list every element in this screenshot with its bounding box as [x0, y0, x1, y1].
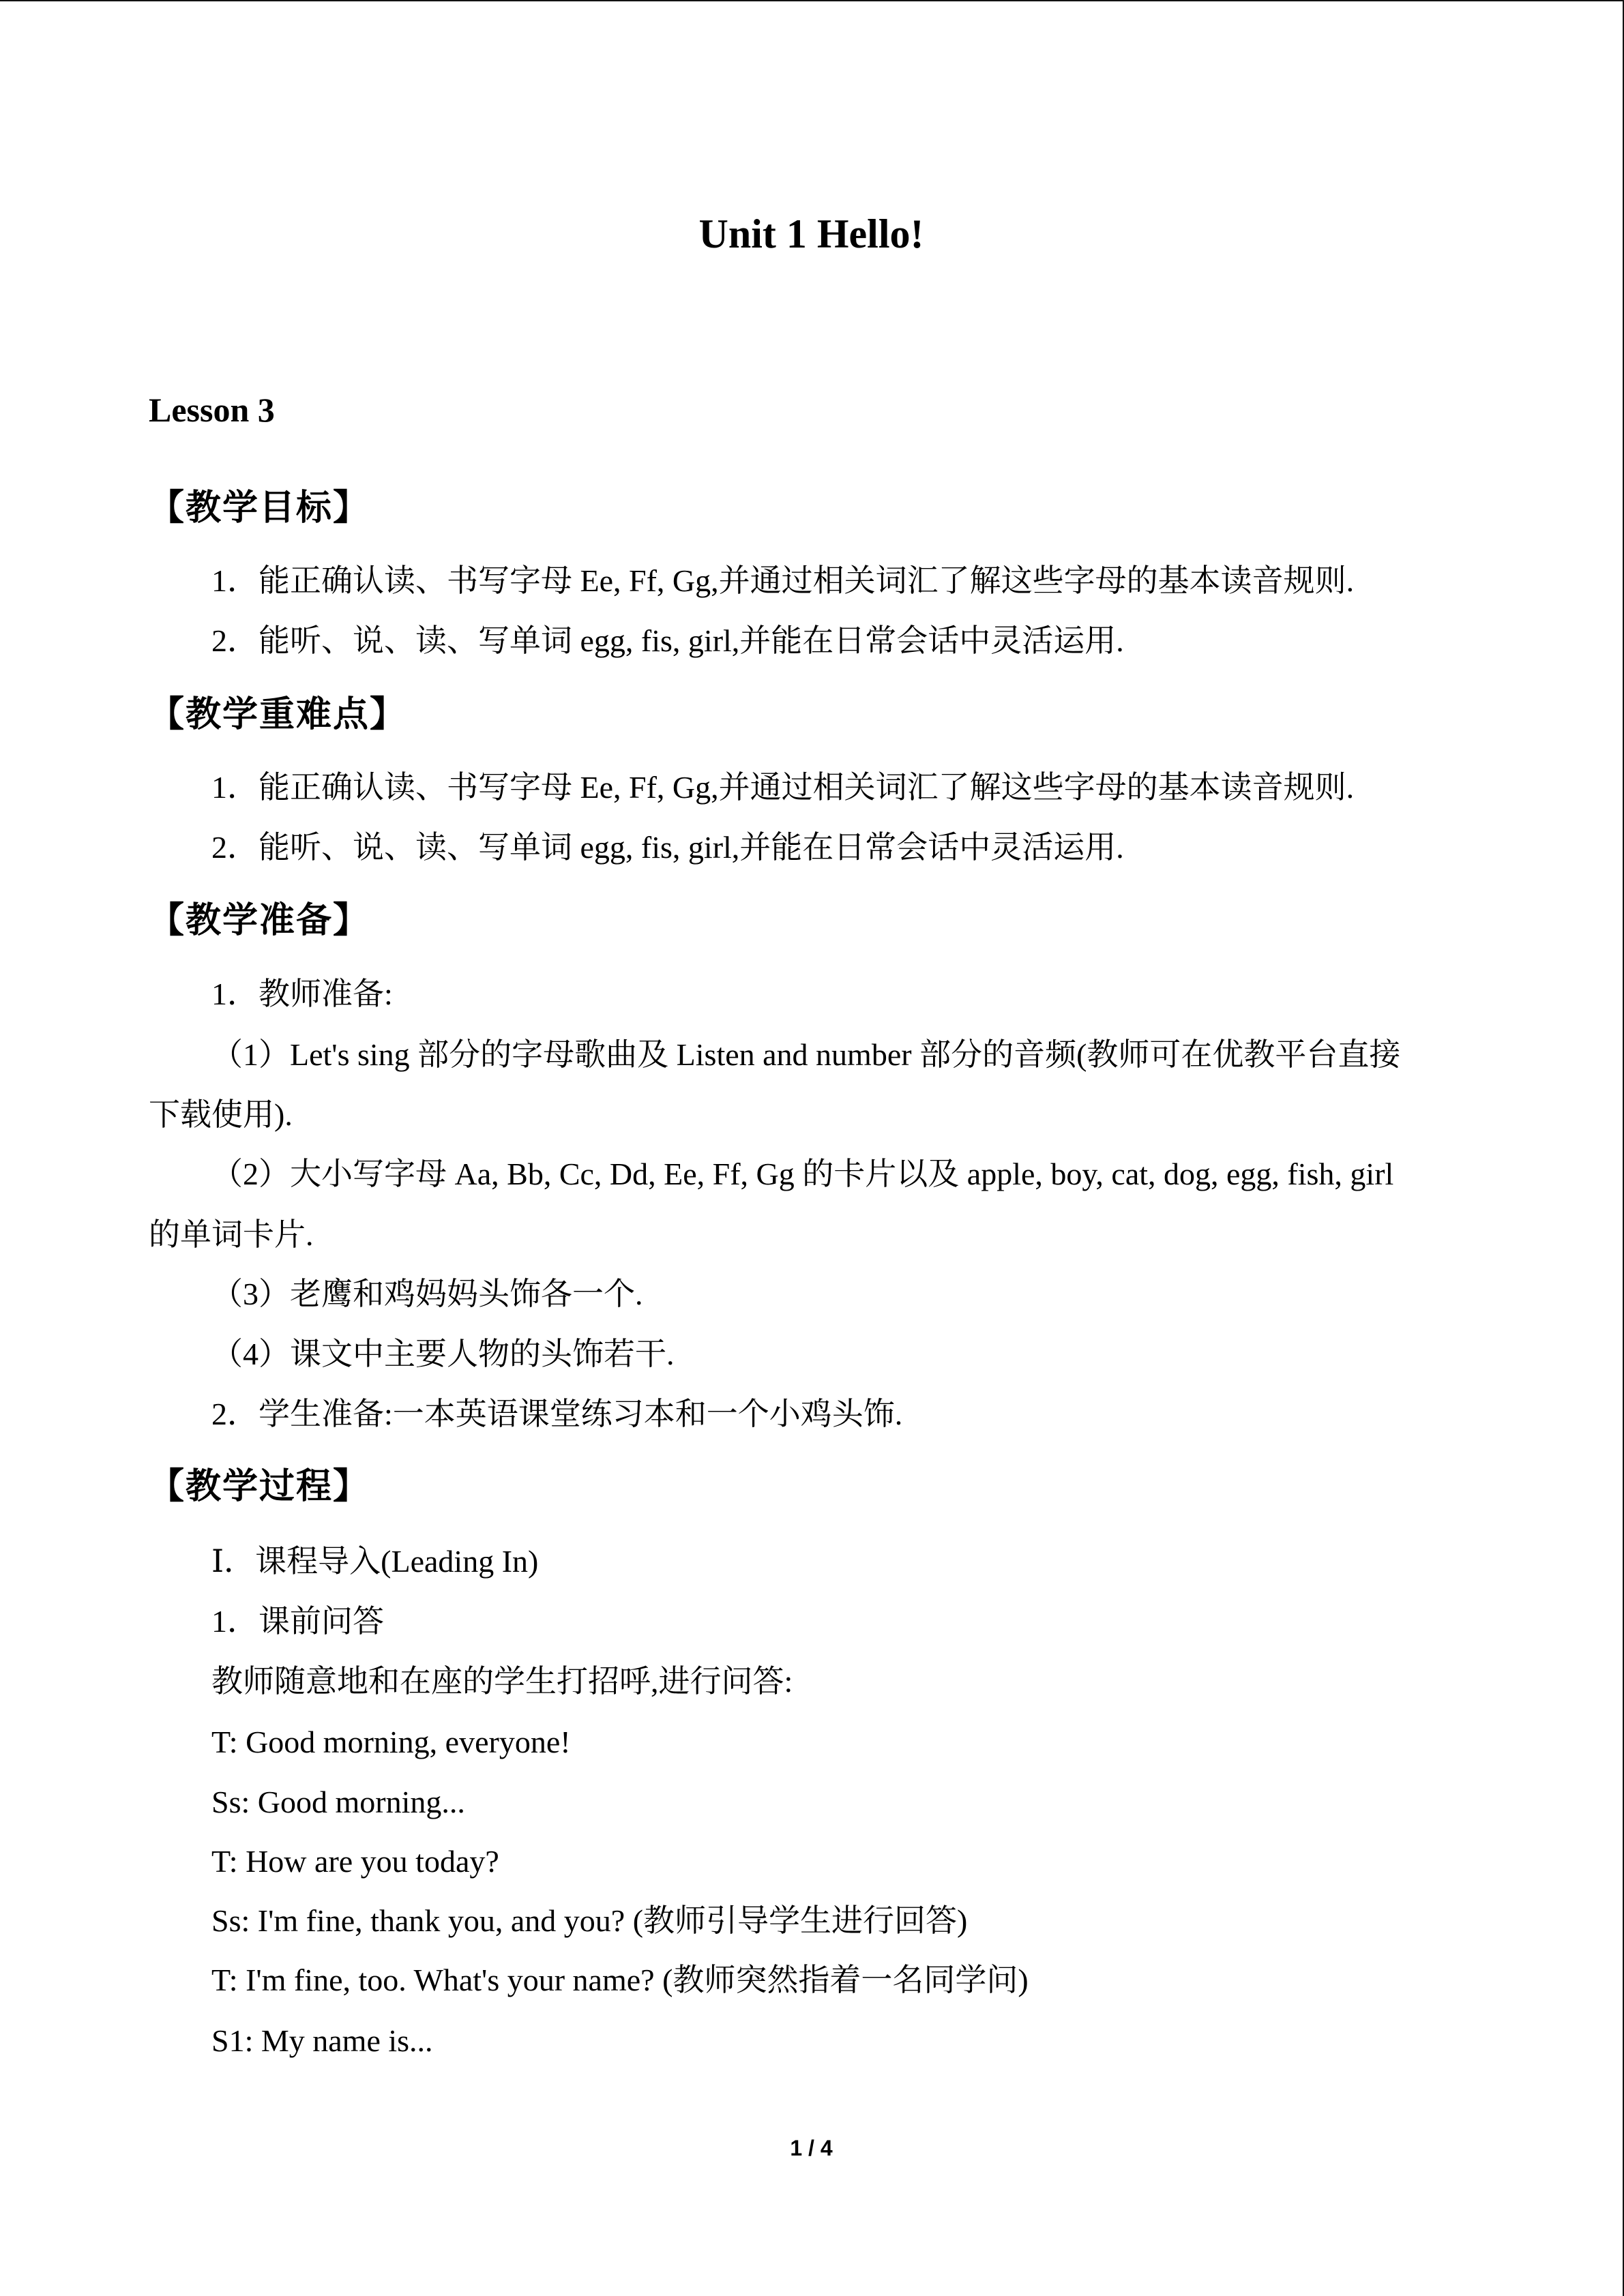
- dialogue-line: Ss: Good morning...: [211, 1785, 465, 1819]
- section-heading-objectives: 【教学目标】: [149, 488, 370, 528]
- preparation-item-1-line-2: 下载使用).: [149, 1097, 293, 1132]
- key-point-item: 1．能正确认读、书写字母 Ee, Ff, Gg,并通过相关词汇了解这些字母的基本读音规则.: [211, 770, 1355, 805]
- preparation-item-4: （4）课文中主要人物的头饰若干.: [211, 1337, 675, 1371]
- dialogue-line: T: I'm fine, too. What's your name? (教师突然指着一名同学问): [211, 1963, 1029, 1997]
- preparation-item-2-line-2: 的单词卡片.: [149, 1217, 314, 1252]
- process-step-title: Ⅰ．课程导入(Leading In): [211, 1544, 539, 1579]
- page-number: 1 / 4: [790, 2136, 833, 2160]
- key-point-item: 2．能听、说、读、写单词 egg, fis, girl,并能在日常会话中灵活运用.: [211, 830, 1124, 865]
- section-heading-process: 【教学过程】: [149, 1466, 370, 1507]
- dialogue-line: T: Good morning, everyone!: [211, 1725, 571, 1759]
- objective-item: 1．能正确认读、书写字母 Ee, Ff, Gg,并通过相关词汇了解这些字母的基本读音规则.: [211, 563, 1355, 598]
- dialogue-line: T: How are you today?: [211, 1844, 499, 1879]
- document-title: Unit 1 Hello!: [698, 211, 924, 256]
- process-intro: 教师随意地和在座的学生打招呼,进行问答:: [211, 1664, 793, 1699]
- process-substep-title: 1．课前问答: [211, 1604, 384, 1639]
- preparation-item-3: （3）老鹰和鸡妈妈头饰各一个.: [211, 1277, 643, 1311]
- lesson-heading: Lesson 3: [149, 391, 275, 429]
- dialogue-line: Ss: I'm fine, thank you, and you? (教师引导学生进行回答): [211, 1903, 968, 1938]
- student-preparation: 2．学生准备:一本英语课堂练习本和一个小鸡头饰.: [211, 1397, 903, 1431]
- preparation-item-2-line-1: （2）大小写字母 Aa, Bb, Cc, Dd, Ee, Ff, Gg 的卡片以及 apple, boy, cat, dog, egg, fish, girl: [211, 1157, 1394, 1191]
- section-heading-preparation: 【教学准备】: [149, 900, 370, 941]
- objective-item: 2．能听、说、读、写单词 egg, fis, girl,并能在日常会话中灵活运用.: [211, 623, 1124, 658]
- teacher-preparation-label: 1．教师准备:: [211, 976, 393, 1011]
- dialogue-line: S1: My name is...: [211, 2023, 433, 2058]
- preparation-item-1-line-1: （1）Let's sing 部分的字母歌曲及 Listen and number 部分的音频(教师可在优教平台直接: [211, 1037, 1401, 1072]
- section-heading-key-points: 【教学重难点】: [149, 694, 407, 735]
